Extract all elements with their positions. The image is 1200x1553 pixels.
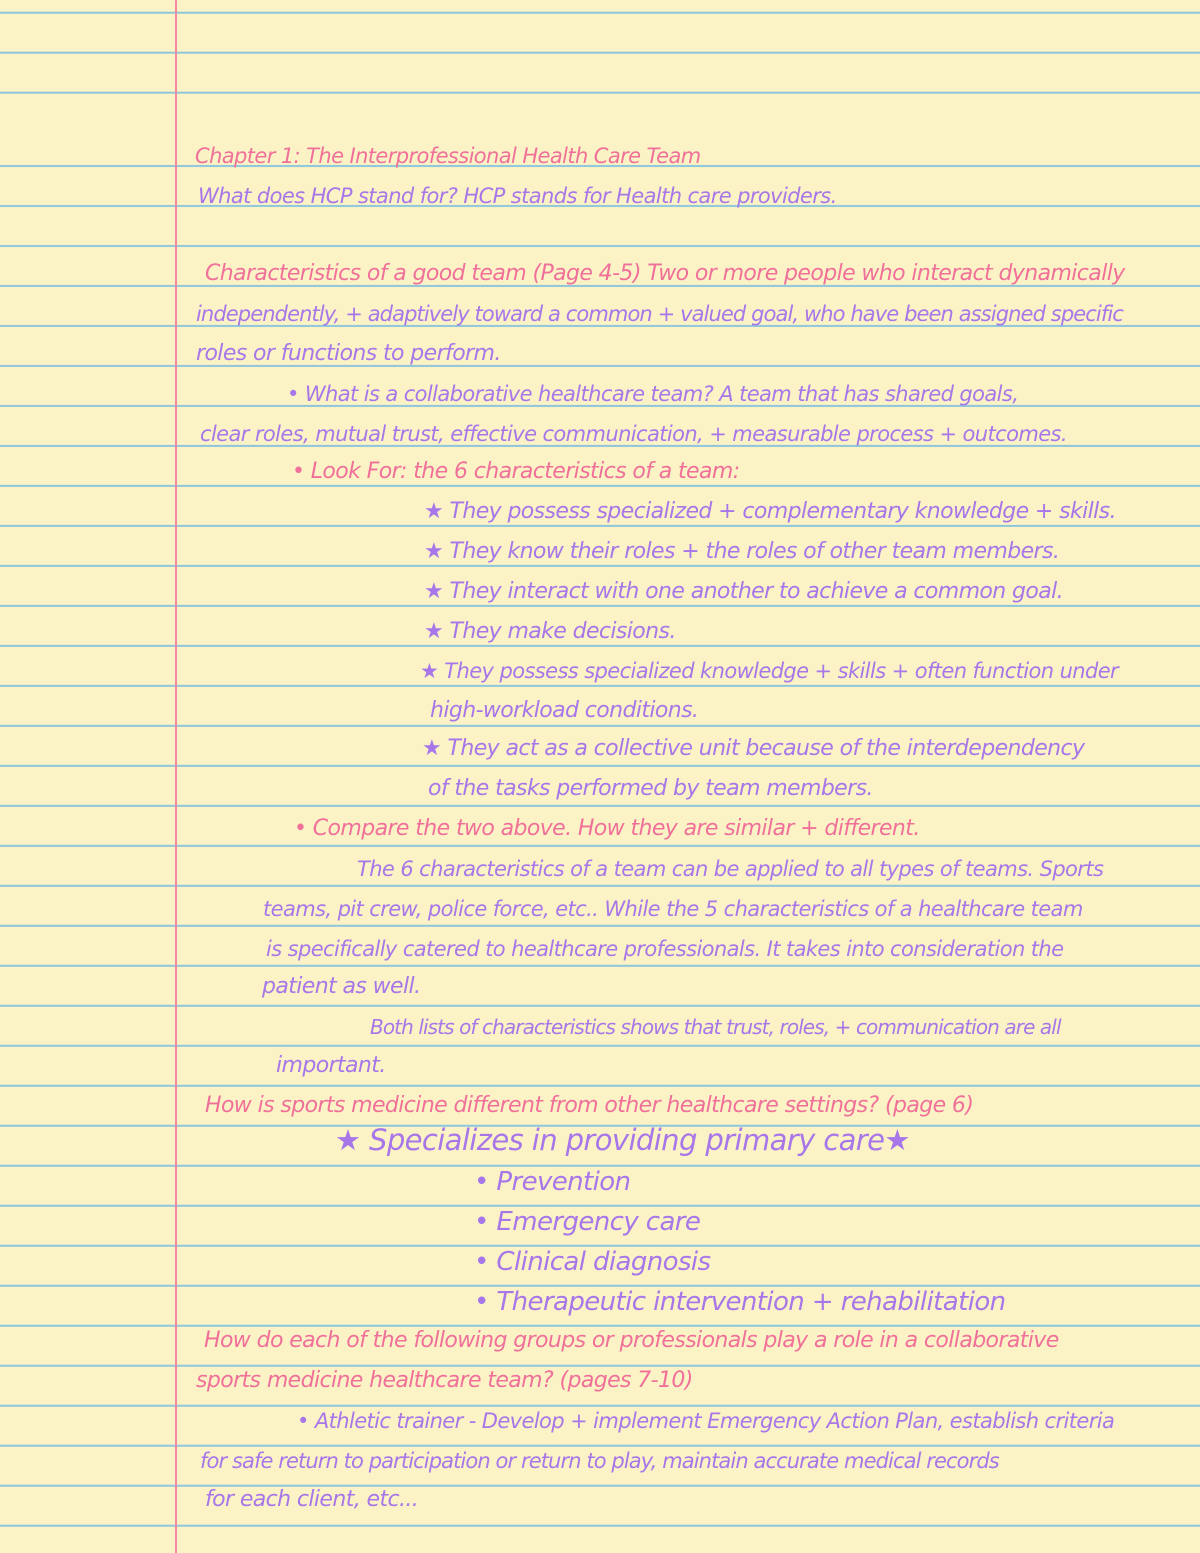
list-item-continued: of the tasks performed by team members. [428,776,873,801]
note-line: for safe return to participation or return to play, maintain accurate medical records [200,1449,999,1473]
note-line: for each client, etc... [205,1487,419,1512]
note-line: patient as well. [262,974,421,999]
list-item: ★ They possess specialized knowledge + skills + often function under [420,659,1119,683]
note-line: The 6 characteristics of a team can be applied to all types of teams. Sports [357,857,1104,881]
highlight-line: ★ Specializes in providing primary care★ [335,1123,910,1157]
note-line: Both lists of characteristics shows that trust, roles, + communication are all [370,1015,1061,1039]
note-line: teams, pit crew, police force, etc.. While the 5 characteristics of a healthcare team [263,897,1083,921]
note-line: is specifically catered to healthcare professionals. It takes into consideration the [266,937,1064,961]
section-heading: Characteristics of a good team (Page 4-5) Two or more people who interact dynamically [205,261,1125,286]
list-item: ★ They make decisions. [424,619,676,644]
list-item: • Emergency care [474,1207,701,1237]
list-item: ★ They know their roles + the roles of other team members. [424,539,1060,564]
list-item: ★ They interact with one another to achieve a common goal. [424,579,1064,604]
margin-line [175,0,177,1553]
list-item: • Therapeutic intervention + rehabilitation [474,1287,1006,1317]
question-line: • Look For: the 6 characteristics of a team: [292,459,740,484]
question-line: • Compare the two above. How they are similar + different. [294,816,920,841]
list-item: • Prevention [474,1167,631,1197]
list-item: • Clinical diagnosis [474,1247,711,1277]
note-line: independently, + adaptively toward a common + valued goal, who have been assigned specific [196,302,1123,326]
note-line: clear roles, mutual trust, effective communication, + measurable process + outcomes. [200,422,1067,446]
note-line: • What is a collaborative healthcare team? A team that has shared goals, [287,382,1019,406]
chapter-title: Chapter 1: The Interprofessional Health Care Team [195,144,701,168]
section-heading: How do each of the following groups or professionals play a role in a collaborative [204,1328,1059,1353]
list-item: ★ They act as a collective unit because of the interdependency [422,736,1085,761]
section-heading: How is sports medicine different from other healthcare settings? (page 6) [205,1093,974,1118]
note-line: important. [276,1053,386,1078]
section-heading: sports medicine healthcare team? (pages 7-10) [196,1368,693,1393]
note-line: What does HCP stand for? HCP stands for Health care providers. [198,184,837,208]
note-line: roles or functions to perform. [196,341,501,366]
list-item-continued: high-workload conditions. [430,698,699,723]
note-line: • Athletic trainer - Develop + implement Emergency Action Plan, establish criteria [297,1409,1115,1433]
list-item: ★ They possess specialized + complementary knowledge + skills. [424,499,1116,524]
